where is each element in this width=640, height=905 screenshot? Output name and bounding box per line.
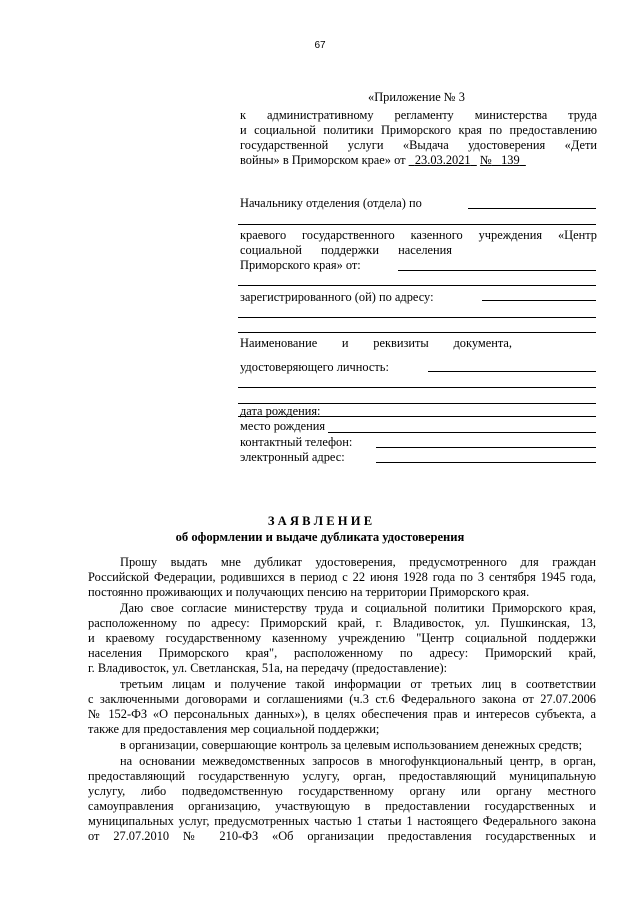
address-line-2[interactable] (238, 317, 596, 318)
appendix-line-4 (240, 153, 526, 167)
appendix-line-2: и социальной политики Приморского края по предоставлению (240, 123, 597, 137)
paragraph-line: населения Приморского края", расположенному по адресу: Приморский край, (88, 646, 596, 661)
appendix-line-1: к административному регламенту министерства труда (240, 108, 597, 122)
paragraph-line: в организации, совершающие контроль за целевым использованием денежных средств; (120, 738, 583, 752)
head-line-2[interactable] (238, 224, 596, 225)
paragraph-3 (88, 677, 596, 737)
paragraph-1 (88, 555, 596, 600)
institution-from: Приморского края» от: (240, 258, 361, 272)
phone-line[interactable] (376, 447, 596, 448)
paragraph-5 (88, 754, 596, 845)
page-number: 67 (314, 40, 326, 51)
paragraph-2 (88, 601, 596, 676)
appendix-title: «Приложение № 3 (368, 90, 465, 104)
paragraph-line: третьим лицам и получение такой информации от третьих лиц в соответствии (120, 677, 596, 691)
paragraph-line: также для предоставления мер социальной поддержки; (88, 722, 380, 737)
paragraph-line: г. Владивосток, ул. Светланская, 51а, на передачу (предоставление): (88, 661, 448, 676)
birth-place-label: место рождения (240, 419, 326, 433)
address-line-3[interactable] (238, 332, 596, 333)
applicant-line-1[interactable] (398, 270, 596, 271)
paragraph-line: постоянно проживающих и получающих пенсию на территории Приморского края. (88, 585, 530, 600)
statement-subtitle: об оформлении и выдаче дубликата удостоверения (175, 530, 465, 544)
doc-label-line-1: Наименование и реквизиты документа, (240, 336, 512, 350)
head-fill-line[interactable] (468, 208, 596, 209)
appendix-last-prefix: войны» в Приморском крае» от (240, 153, 406, 167)
birth-date-label: дата рождения: (240, 404, 321, 418)
address-line-1[interactable] (482, 300, 596, 301)
paragraph-line: на основании межведомственных запросов в многофункциональный центр, в орган, (120, 754, 596, 768)
identity-label: удостоверяющего личность: (240, 360, 389, 374)
email-line[interactable] (376, 462, 596, 463)
paragraph-line: услугу, либо подведомственную государственному органу или органу местного (88, 784, 596, 799)
paragraph-line: с заключенными договорами и соглашениями (ч.3 ст.6 Федерального закона от 27.07.2006 (88, 692, 596, 707)
applicant-line-2[interactable] (238, 285, 596, 286)
paragraph-line: самоуправления организацию, участвующую в предоставлении государственных и (88, 799, 596, 814)
appendix-number: № 139 (479, 153, 520, 167)
paragraph-line: Прошу выдать мне дубликат удостоверения, предусмотренного для граждан (120, 555, 596, 569)
identity-line-1[interactable] (428, 371, 596, 372)
paragraph-line: Российской Федерации, родившихся в период с 22 июня 1928 года по 3 сентября 1945 года, (88, 570, 596, 585)
paragraph-4 (88, 738, 596, 753)
institution-line-1: краевого государственного казенного учреждения «Центр (240, 228, 597, 242)
paragraph-line: и краевому государственному казенному учреждению "Центр социальной поддержки (88, 631, 596, 646)
statement-title: З А Я В Л Е Н И Е (267, 514, 373, 528)
phone-label: контактный телефон: (240, 435, 353, 449)
birth-place-line[interactable] (328, 432, 596, 433)
paragraph-line: расположенному по адресу: Приморский край, г. Владивосток, ул. Пушкинская, 13, (88, 616, 596, 631)
paragraph-line: предоставляющий государственную услугу, орган, предоставляющий муниципальную (88, 769, 596, 784)
paragraph-line: от 27.07.2010 № 210-ФЗ «Об организации предоставления государственных и (88, 829, 596, 844)
birth-date-line[interactable] (238, 416, 596, 417)
identity-line-2[interactable] (238, 387, 596, 388)
paragraph-line: муниципальных услуг, предусмотренных частью 1 статьи 1 настоящего Федерального закона (88, 814, 596, 829)
head-label: Начальнику отделения (отдела) по (240, 196, 422, 210)
appendix-line-3: государственной услуги «Выдача удостоверения «Дети (240, 138, 597, 152)
email-label: электронный адрес: (240, 450, 345, 464)
paragraph-line: № 152-ФЗ «О персональных данных»), в целях обеспечения прав и интересов субъекта, а (88, 707, 596, 722)
appendix-date: 23.03.2021 (414, 153, 471, 167)
paragraph-line: Даю свое согласие министерству труда и социальной политики Приморского края, (120, 601, 596, 615)
institution-line-2: социальной поддержки населения (240, 243, 452, 257)
registered-label: зарегистрированного (ой) по адресу: (240, 290, 434, 304)
